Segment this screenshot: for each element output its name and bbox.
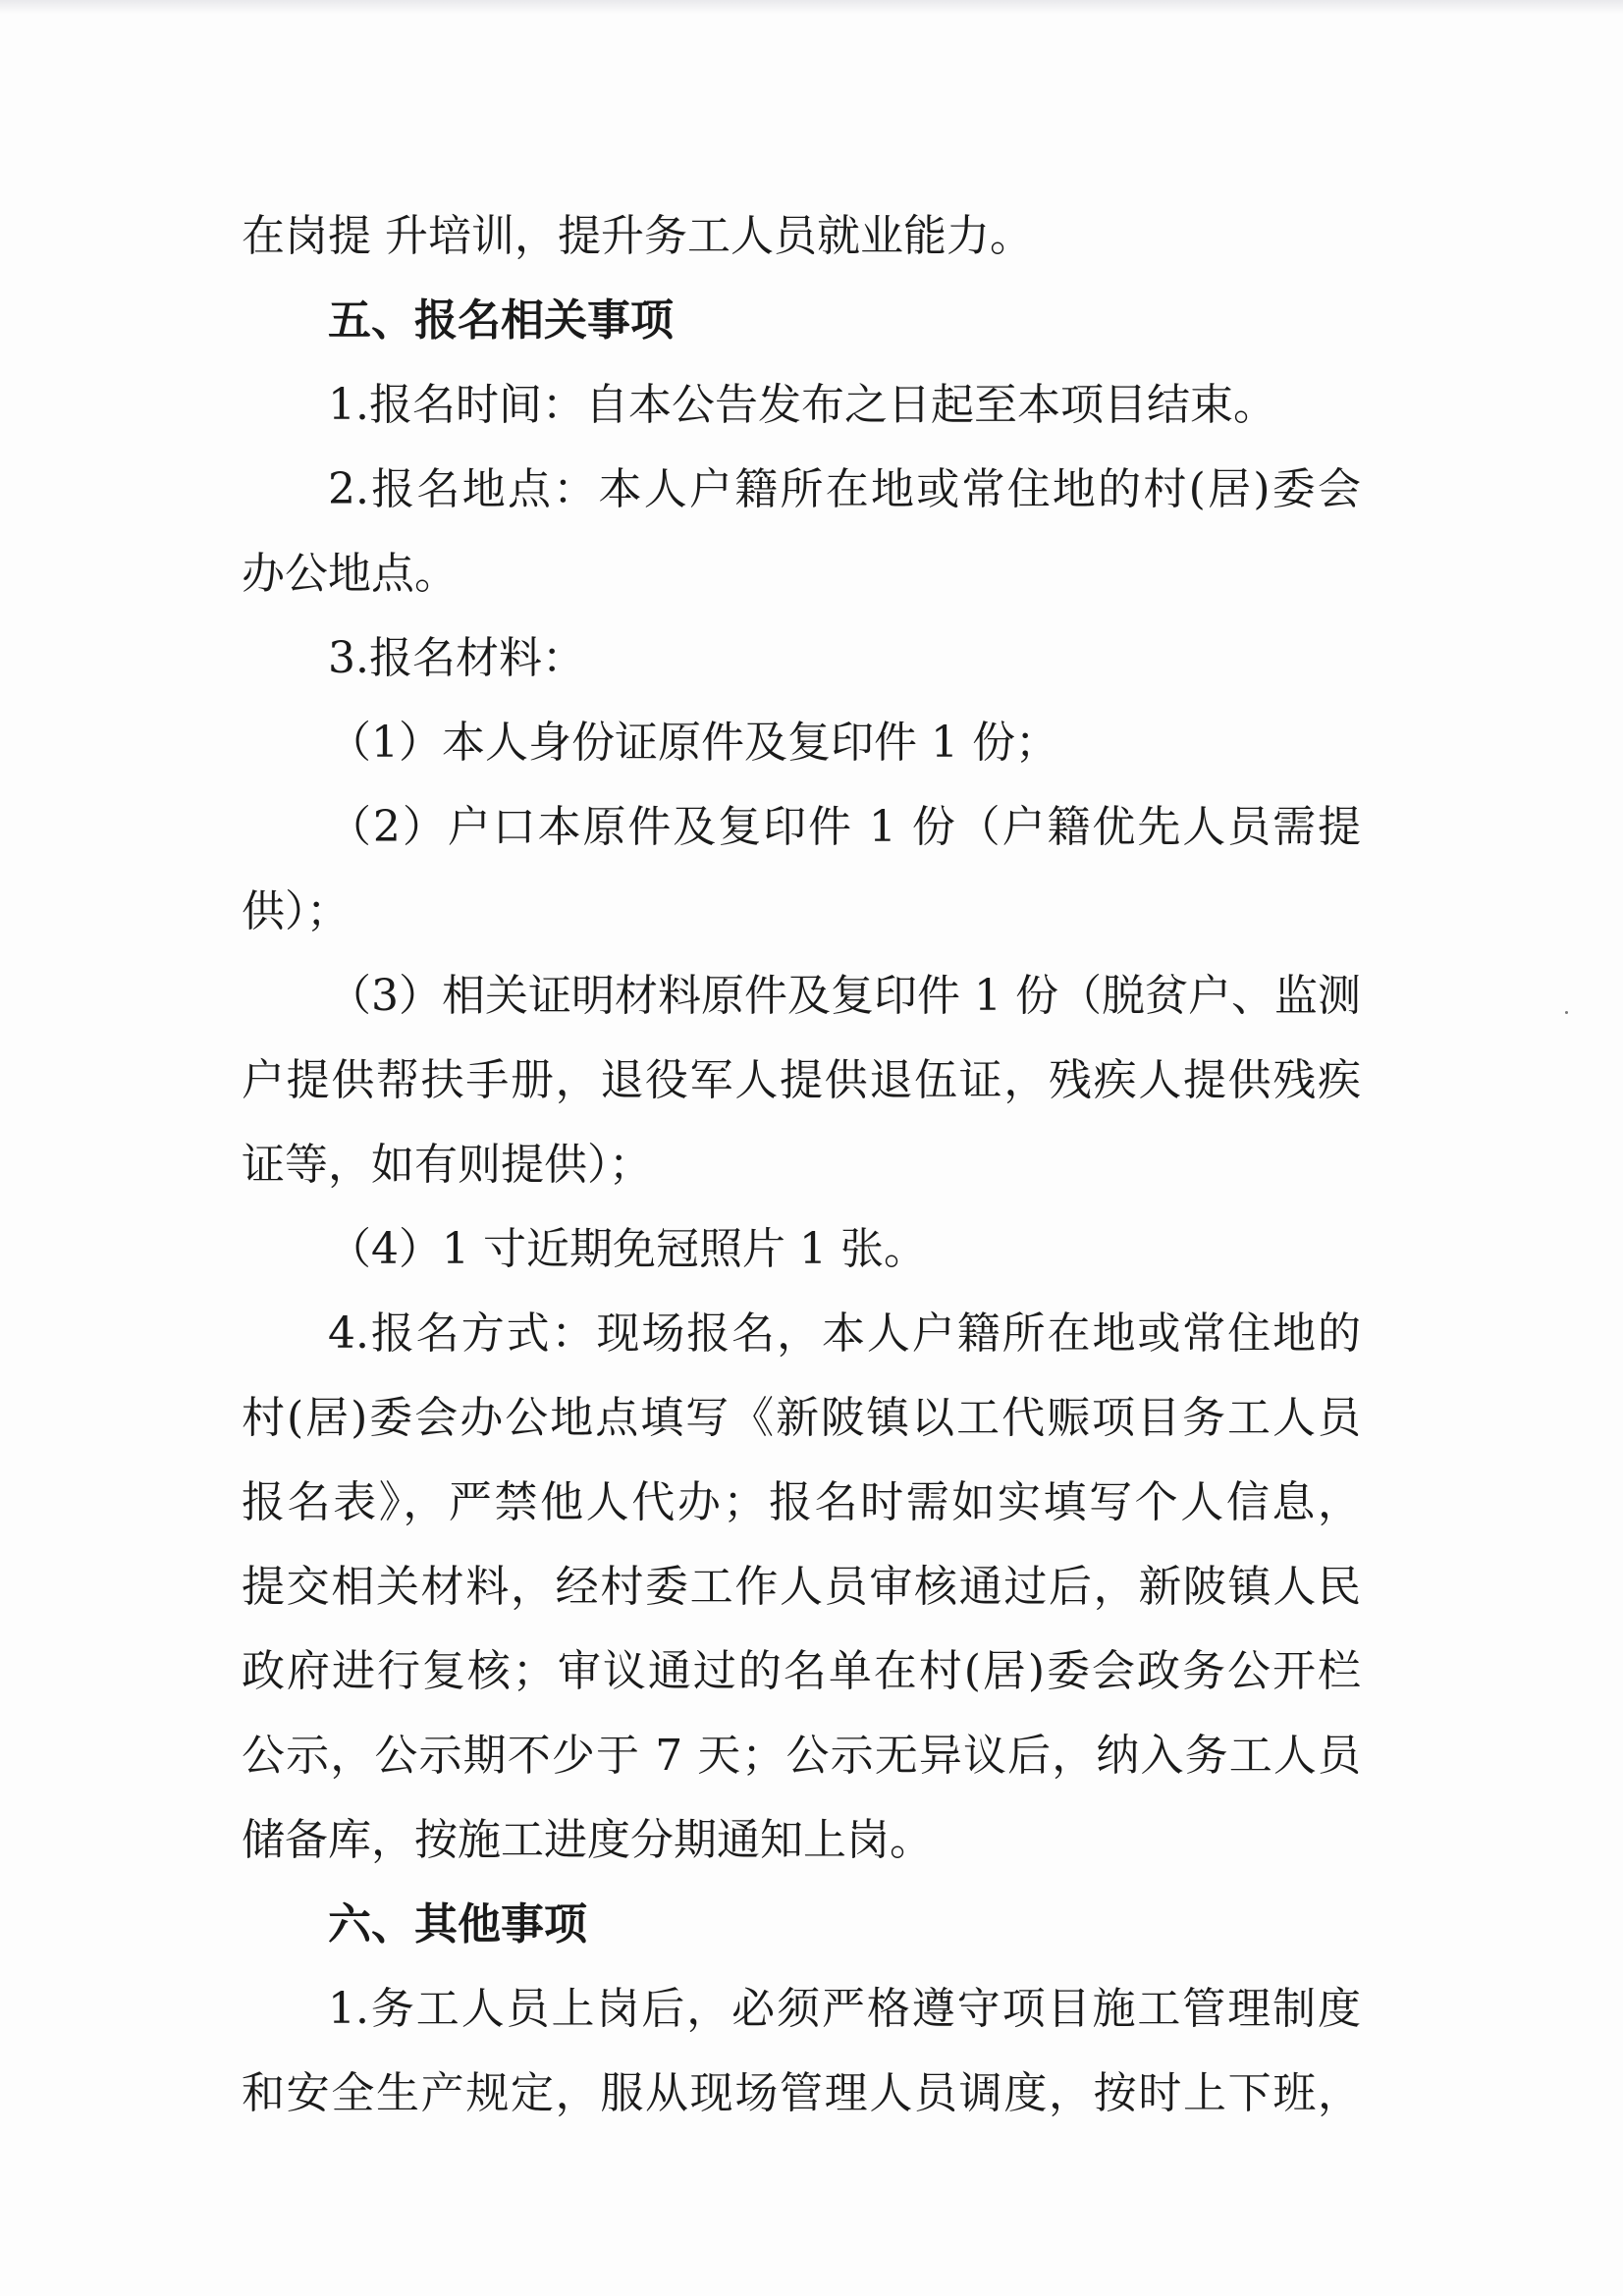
text-line: 1.报名时间：自本公告发布之日起至本项目结束。 (328, 380, 1276, 430)
text-line: 储备库，按施工进度分期通知上岗。 (242, 1815, 933, 1865)
text-line: 在岗提 升培训，提升务工人员就业能力。 (242, 211, 1033, 261)
text-line: （3）相关证明材料原件及复印件 1 份（脱贫户、监测 (328, 971, 1361, 1021)
scan-speck (1565, 1011, 1568, 1014)
section-heading: 五、报名相关事项 (328, 295, 674, 346)
text-line: 2.报名地点：本人户籍所在地或常住地的村(居)委会 (328, 464, 1361, 514)
scan-edge (0, 0, 1623, 14)
text-line: （2）户口本原件及复印件 1 份（户籍优先人员需提 (328, 802, 1361, 852)
section-heading: 六、其他事项 (328, 1899, 587, 1949)
text-line: 政府进行复核；审议通过的名单在村(居)委会政务公开栏 (242, 1646, 1361, 1696)
document-body (242, 194, 1361, 2136)
text-line: 村(居)委会办公地点填写《新陂镇以工代赈项目务工人员 (242, 1393, 1361, 1443)
text-line: 户提供帮扶手册，退役军人提供退伍证，残疾人提供残疾 (242, 1055, 1361, 1105)
text-line: 4.报名方式：现场报名，本人户籍所在地或常住地的 (328, 1308, 1361, 1359)
text-line: 3.报名材料： (328, 633, 585, 683)
text-line: 供）； (242, 886, 350, 936)
text-line: 和安全生产规定，服从现场管理人员调度，按时上下班， (242, 2068, 1361, 2118)
text-line: （1）本人身份证原件及复印件 1 份； (328, 718, 1058, 768)
text-line: 提交相关材料，经村委工作人员审核通过后，新陂镇人民 (242, 1562, 1361, 1612)
text-line: （4）1 寸近期免冠照片 1 张。 (328, 1224, 927, 1274)
text-line: 办公地点。 (242, 549, 458, 599)
text-line: 1.务工人员上岗后，必须严格遵守项目施工管理制度 (328, 1984, 1361, 2034)
text-line: 公示，公示期不少于 7 天；公示无异议后，纳入务工人员 (242, 1731, 1361, 1781)
text-line: 报名表》，严禁他人代办；报名时需如实填写个人信息， (242, 1477, 1361, 1527)
text-line: 证等，如有则提供）； (242, 1140, 652, 1190)
